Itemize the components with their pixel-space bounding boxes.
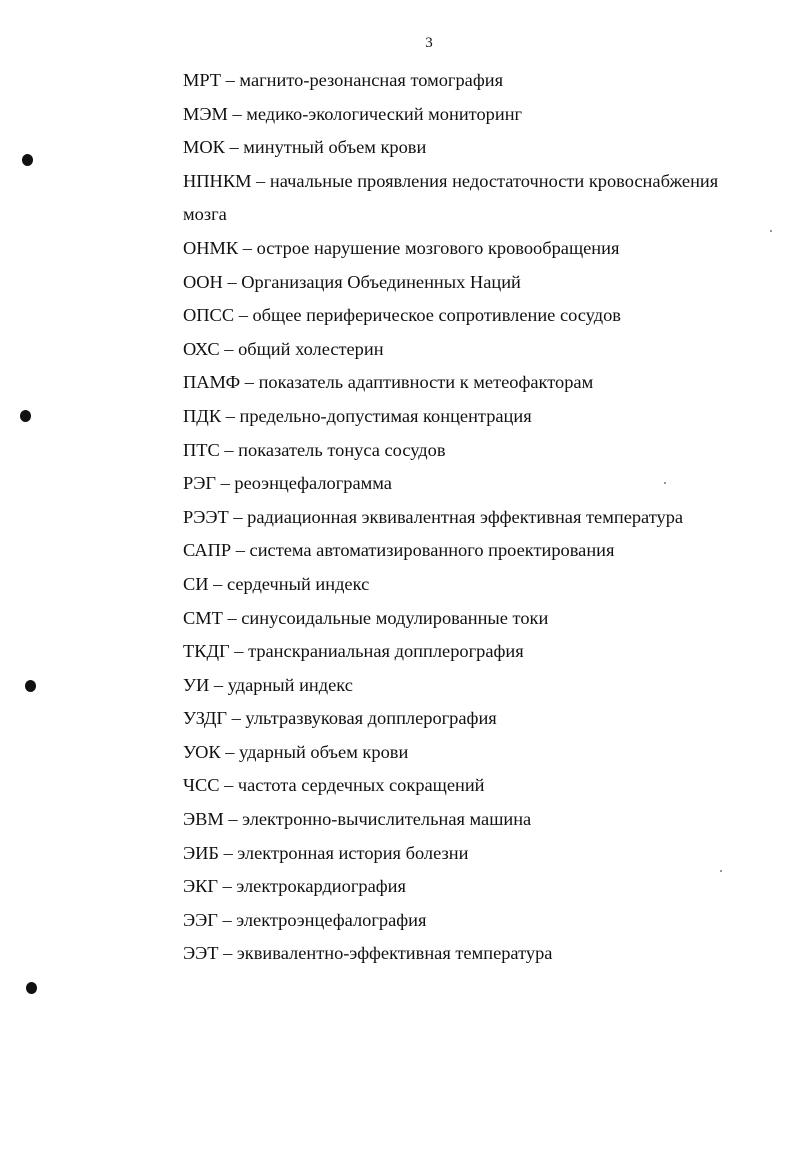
abbreviation-entry: ЧСС – частота сердечных сокращений [183,775,485,796]
punch-hole-mark [25,680,36,692]
scan-speck [770,230,772,232]
page-number: 3 [425,35,433,51]
abbreviation-list [183,64,763,971]
abbreviation-entry: УОК – ударный объем крови [183,741,409,762]
abbreviation-entry: МЭМ – медико-экологический мониторинг [183,103,523,124]
abbreviation-entry: МРТ – магнито-резонансная томография [183,70,504,90]
abbreviation-entry: ООН – Организация Объединенных Наций [183,271,521,292]
abbreviation-entry: ЭВМ – электронно-вычислительная машина [183,809,532,830]
abbreviation-entry: РЭЭТ – радиационная эквивалентная эффективная температура [183,506,684,527]
abbreviation-entry: ПАМФ – показатель адаптивности к метеофакторам [183,372,594,393]
abbreviation-entry: НПНКМ – начальные проявления недостаточности кровоснабжения мозга [183,170,719,225]
abbreviation-entry: ПТС – показатель тонуса сосудов [183,439,446,460]
punch-hole-mark [22,154,33,166]
abbreviation-entry: ЭЭТ – эквивалентно-эффективная температура [183,943,553,964]
abbreviation-entry: ОХС – общий холестерин [183,338,384,359]
abbreviation-entry: ОПСС – общее периферическое сопротивление сосудов [183,305,621,326]
abbreviation-entry: ОНМК – острое нарушение мозгового кровообращения [183,237,620,258]
abbreviation-entry: УИ – ударный индекс [183,674,353,695]
abbreviation-entry: САПР – система автоматизированного проектирования [183,540,615,561]
abbreviation-entry: ЭЭГ – электроэнцефалография [183,909,427,930]
abbreviation-entry: СМТ – синусоидальные модулированные токи [183,607,549,628]
abbreviation-entry: ЭКГ – электрокардиография [183,876,406,897]
abbreviation-entry: ПДК – предельно-допустимая концентрация [183,405,532,426]
abbreviation-entry: СИ – сердечный индекс [183,573,370,594]
punch-hole-mark [26,982,37,994]
punch-hole-mark [20,410,31,422]
abbreviation-entry: РЭГ – реоэнцефалограмма [183,473,392,494]
abbreviation-entry: ЭИБ – электронная история болезни [183,842,469,863]
abbreviation-entry: МОК – минутный объем крови [183,137,427,158]
abbreviation-entry: УЗДГ – ультразвуковая допплерография [183,708,497,729]
abbreviation-entry: ТКДГ – транскраниальная допплерография [183,641,524,662]
